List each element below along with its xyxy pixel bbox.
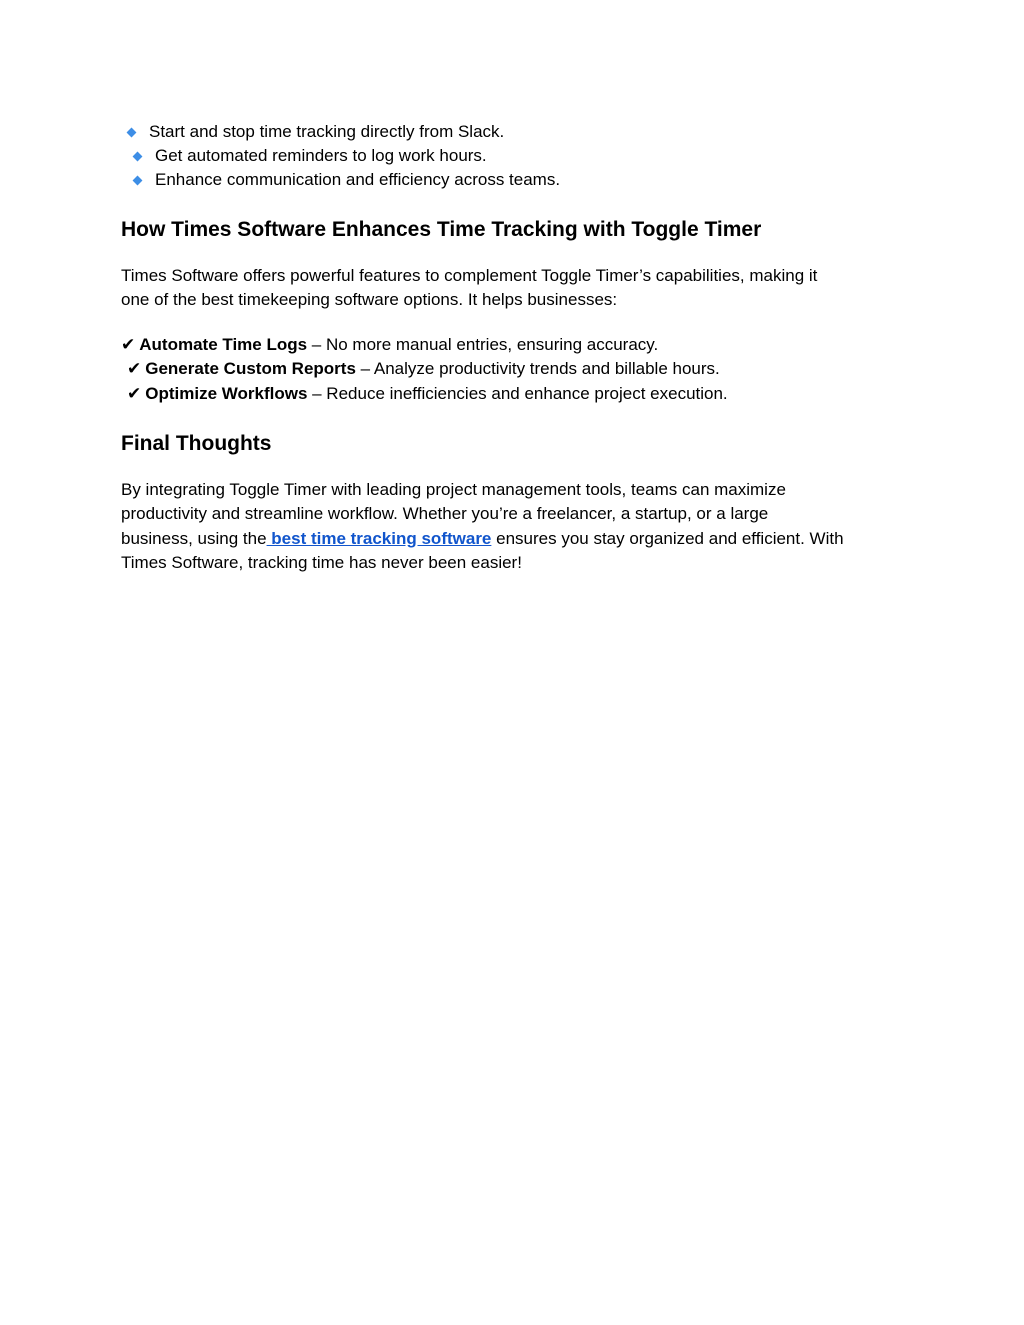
section-heading-final-thoughts: Final Thoughts [121,432,272,455]
checklist-item-desc: – Reduce inefficiencies and enhance project execution. [307,383,728,403]
final-line: By integrating Toggle Timer with leading project management tools, teams can maximize [121,480,786,499]
list-item-text: Enhance communication and efficiency across teams. [155,170,561,189]
best-time-tracking-software-link[interactable]: best time tracking software [266,528,492,548]
intro-paragraph [121,264,911,313]
diamond-bullet-icon [127,127,137,137]
checkmark-icon: ✔ [127,359,142,379]
checklist-item [121,333,911,357]
checklist-item-title: Optimize Workflows [145,383,308,403]
diamond-bullet-icon [133,151,143,161]
intro-line: Times Software offers powerful features to complement Toggle Timer’s capabilities, making it [121,266,818,285]
checkmark-icon: ✔ [121,335,136,354]
checkmark-icon: ✔ [127,383,142,403]
slack-feature-list [126,120,886,192]
checklist-item-title: Generate Custom Reports [145,359,356,379]
checklist-item-title: Automate Time Logs [139,335,308,354]
section-heading-times-software: How Times Software Enhances Time Tracking with Toggle Timer [121,218,762,241]
list-item-text: Start and stop time tracking directly from Slack. [149,122,505,141]
diamond-bullet-icon [133,175,143,185]
list-item [132,144,886,168]
checklist-item [121,382,911,406]
checklist-item [121,357,911,381]
list-item [126,120,886,144]
final-paragraph [121,478,911,575]
checklist-item-desc: – No more manual entries, ensuring accuracy. [307,335,659,354]
list-item [132,168,886,192]
final-line-end: ensures you stay organized and efficient. With [491,528,844,548]
final-line: Times Software, tracking time has never been easier! [121,552,522,572]
benefit-checklist [121,333,911,406]
final-line-start: business, using the [121,528,267,548]
intro-line: one of the best timekeeping software options. It helps businesses: [121,290,618,310]
checklist-item-desc: – Analyze productivity trends and billable hours. [355,359,720,379]
final-line: productivity and streamline workflow. Whether you’re a freelancer, a startup, or a large [121,504,769,524]
list-item-text: Get automated reminders to log work hours. [155,146,487,165]
